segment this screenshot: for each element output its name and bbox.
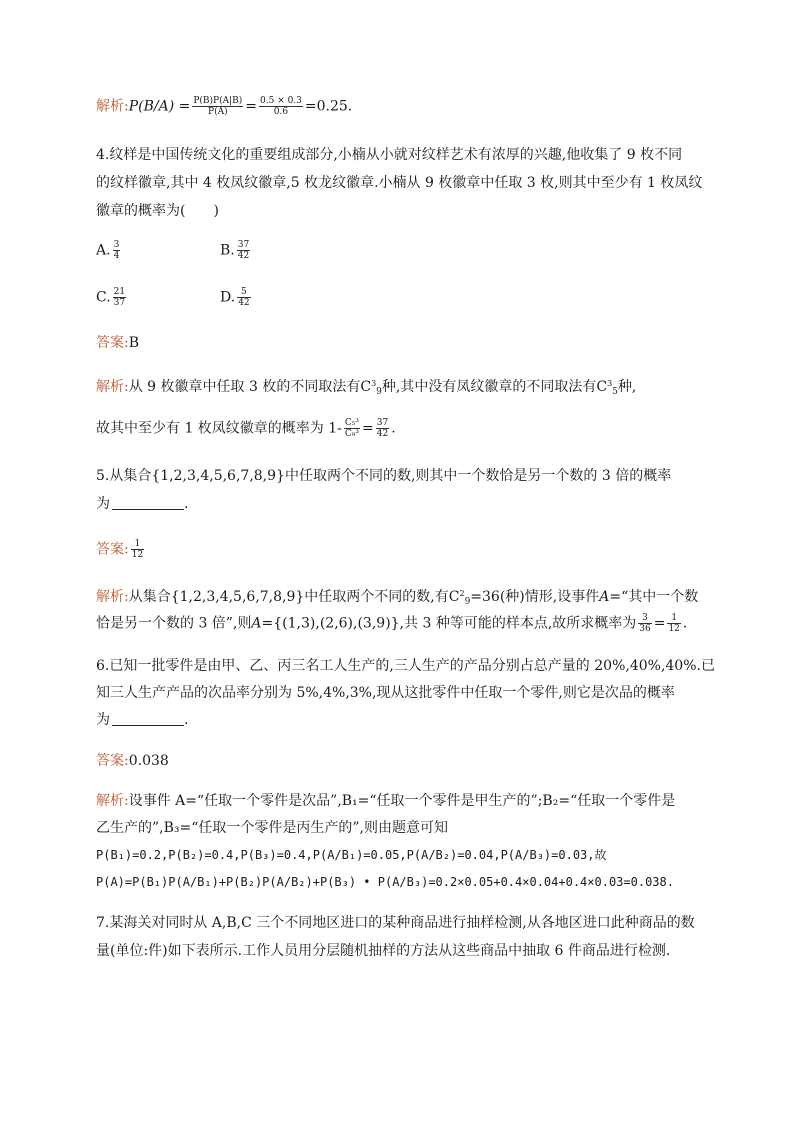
q4-option-b: B. $\frac{37}{42}$ — [220, 240, 250, 261]
q5-stem-line1: 5.从集合{1,2,3,4,5,6,7,8,9}中任取两个不同的数,则其中一个数恰是另一个数的 3 倍的概率 — [96, 468, 672, 484]
q6-answer: 答案:0.038 — [96, 753, 169, 769]
q6-analysis-line4: P(A)=P(B₁)P(A/B₁)+P(B₂)P(A/B₂)+P(B₃) • P(A/B₃)=0.2×0.05+0.4×0.04+0.4×0.03=0.038. — [96, 875, 674, 889]
option-b-fraction: $\frac{37}{42}$ — [237, 240, 250, 261]
q4-analysis-line2: 故其中至少有 1 枚凤纹徽章的概率为 1- $\frac{\text{C₅³}}{\text{C₉³}}$ = $\frac{37}{42}$ . — [96, 418, 396, 439]
analysis-label: 解析: — [96, 98, 129, 115]
q6-stem-line3: 为 . — [96, 712, 189, 728]
q4-option-a: A. $\frac{3}{4}$ — [96, 240, 120, 261]
q4-option-d: D. $\frac{5}{42}$ — [220, 287, 250, 308]
option-c-fraction: $\frac{21}{37}$ — [113, 287, 126, 308]
q4-analysis-line1: 解析:从 9 枚徽章中任取 3 枚的不同取法有$C^3_9$种,其中没有凤纹徽章的不同取法有$C^3_5$种, — [96, 379, 637, 397]
q4-stem-line2: 的纹样徽章,其中 4 枚凤纹徽章,5 枚龙纹徽章.小楠从 9 枚徽章中任取 3 枚,则其中至少有 1 枚凤纹 — [96, 175, 703, 191]
option-a-fraction: $\frac{3}{4}$ — [113, 240, 120, 261]
answer-blank — [112, 711, 184, 726]
q5-stem-line2: 为 . — [96, 496, 189, 512]
q7-stem-line2: 量(单位:件)如下表所示.工作人员用分层随机抽样的方法从这些商品中抽取 6 件商品进行检测. — [96, 943, 671, 959]
q5-analysis-line1: 解析:从集合{1,2,3,4,5,6,7,8,9}中任取两个不同的数,有$C^2_9=36$(种)情形,设事件A=“其中一个数 — [96, 589, 699, 607]
q6-analysis-line1: 解析:设事件 A=“任取一个零件是次品”,B₁=“任取一个零件是甲生产的”;B₂=“任取一个零件是 — [96, 793, 676, 809]
formula-lhs: P(B/A) = — [128, 98, 191, 115]
q4-stem-line3: 徽章的概率为( ) — [96, 203, 219, 219]
answer-fraction: $\frac{1}{12}$ — [131, 539, 144, 560]
q4-answer: 答案:B — [96, 335, 140, 351]
probability-fraction: $\frac{3}{36}$ — [639, 613, 651, 634]
q5-analysis-line2: 恰是另一个数的 3 倍”,则A={(1,3),(2,6),(3,9)},共 3 种等可能的样本点,故所求概率为 $\frac{3}{36}$ = $\frac{1}{12}$ . — [96, 613, 688, 634]
formula-result: =0.25. — [304, 98, 353, 115]
combination-fraction: $\frac{\text{C₅³}}{\text{C₉³}}$ — [344, 418, 360, 439]
fraction-values: $\frac{0.5 \times 0.3}{0.6}$ — [260, 96, 302, 117]
fraction-conditional: $\frac{P(B)P(A|B)}{P(A)}$ — [193, 96, 243, 117]
q6-stem-line1: 6.已知一批零件是由甲、乙、丙三名工人生产的,三人生产的产品分别占总产量的 20%,40%,40%.已 — [96, 658, 715, 674]
option-d-fraction: $\frac{5}{42}$ — [238, 287, 250, 308]
answer-blank — [112, 495, 184, 510]
q6-stem-line2: 知三人生产产品的次品率分别为 5%,4%,3%,现从这批零件中任取一个零件,则它是次品的概率 — [96, 685, 675, 701]
simplified-fraction: $\frac{1}{12}$ — [668, 613, 680, 634]
q7-stem-line1: 7.某海关对同时从 A,B,C 三个不同地区进口的某种商品进行抽样检测,从各地区进口此种商品的数 — [96, 915, 695, 931]
q5-answer: 答案: $\frac{1}{12}$ — [96, 539, 144, 560]
q4-option-c: C. $\frac{21}{37}$ — [96, 287, 126, 308]
q6-analysis-line3: P(B₁)=0.2,P(B₂)=0.4,P(B₃)=0.4,P(A/B₁)=0.05,P(A/B₂)=0.04,P(A/B₃)=0.03,故 — [96, 848, 607, 862]
q6-analysis-line2: 乙生产的”,B₃=“任取一个零件是丙生产的”,则由题意可知 — [96, 820, 449, 836]
result-fraction: $\frac{37}{42}$ — [376, 418, 389, 439]
prev-analysis-line: 解析:P(B/A) = $\frac{P(B)P(A|B)}{P(A)}$ = $\frac{0.5 \times 0.3}{0.6}$ =0.25. — [96, 96, 353, 117]
q4-stem-line1: 4.纹样是中国传统文化的重要组成部分,小楠从小就对纹样艺术有浓厚的兴趣,他收集了 9 枚不同 — [96, 147, 683, 163]
